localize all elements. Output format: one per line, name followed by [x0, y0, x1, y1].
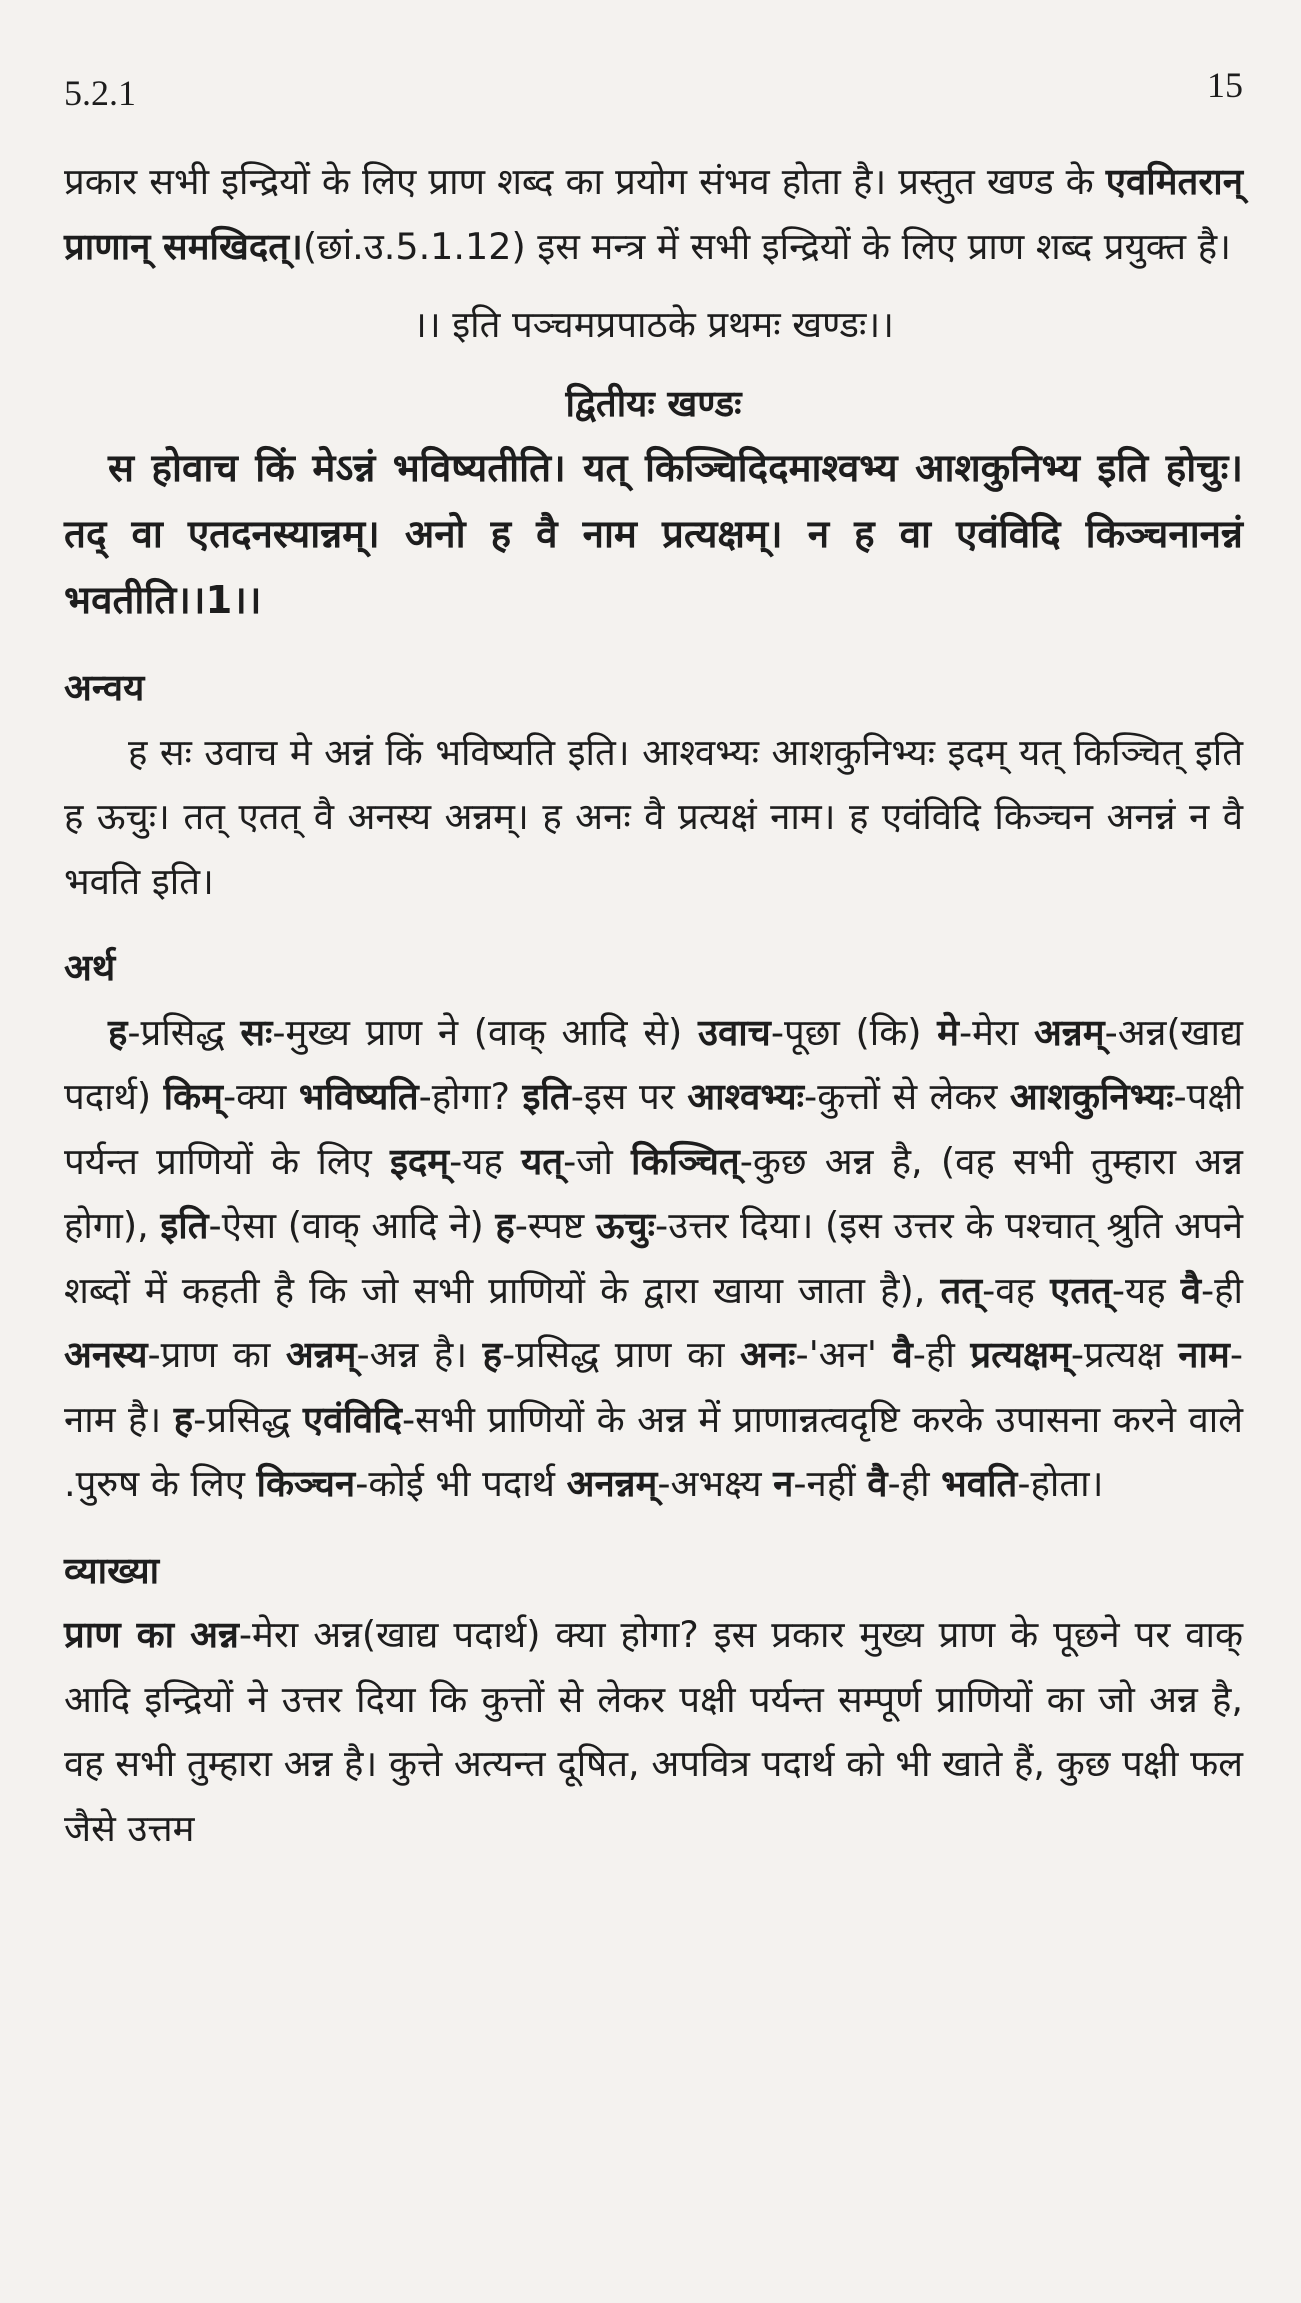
artha-gloss: -उत्तर दिया। (इस उत्तर के पश्चात् श्रुति अपने शब्दों में कहती है कि जो सभी प्राणियों के द्वारा खाया जाता है),	[64, 1204, 1243, 1312]
intro-quote: एवमितरान् प्राणान् समखिदत्।	[64, 160, 1243, 268]
artha-gloss: -क्या	[222, 1075, 299, 1118]
artha-term: न	[773, 1462, 794, 1505]
artha-gloss: -कोई भी पदार्थ	[355, 1462, 567, 1505]
artha-term: मे	[937, 1010, 959, 1054]
artha-gloss: -अन्न है।	[356, 1333, 483, 1376]
artha-gloss: -अभक्ष्य	[657, 1462, 774, 1505]
artha-term: भविष्यति	[298, 1075, 419, 1118]
artha-term: इति	[160, 1204, 209, 1247]
artha-gloss: -सभी प्राणियों के अन्न में प्राणान्नत्वदृष्टि करके उपासना करने वाले .पुरुष के लिए	[64, 1397, 1243, 1505]
page-body	[64, 150, 1243, 1861]
running-header	[64, 64, 1243, 114]
intro-text-1: प्रकार सभी इन्द्रियों के लिए प्राण शब्द का प्रयोग संभव होता है। प्रस्तुत खण्ड के	[64, 160, 1106, 203]
mantra-text: स होवाच किं मेऽन्नं भविष्यतीति। यत् किञ्चिदिदमाश्वभ्य आशकुनिभ्य इति होचुः। तद् वा एतदनस्यान्नम्। अनो ह वै नाम प्रत्यक्षम्। न ह वा एवंविदि किञ्चनानन्नं भवतीति।।1।।	[64, 446, 1243, 623]
vyakhya-body: -मेरा अन्न(खाद्य पदार्थ) क्या होगा? इस प्रकार मुख्य प्राण के पूछने पर वाक् आदि इन्द्रियों ने उत्तर दिया कि कुत्तों से लेकर पक्षी पर्यन्त सम्पूर्ण प्राणियों का जो अन्न है, वह सभी तुम्हारा अन्न है। कुत्ते अत्यन्त दूषित, अपवित्र पदार्थ को भी खाते हैं, कुछ पक्षी फल जैसे उत्तम	[64, 1613, 1244, 1850]
artha-gloss: -स्पष्ट	[514, 1204, 596, 1247]
artha-gloss: -पूछा (कि)	[770, 1010, 938, 1054]
artha-term: किञ्चित्	[631, 1139, 740, 1183]
artha-term: ह	[482, 1333, 503, 1376]
artha-heading: अर्थ	[64, 946, 116, 989]
artha-term: इति	[522, 1075, 571, 1118]
artha-term: वै	[1180, 1268, 1201, 1312]
artha-gloss: -प्रसिद्ध	[127, 1010, 241, 1054]
artha-gloss: -यह	[449, 1139, 522, 1183]
artha-gloss: -होता।	[1017, 1462, 1104, 1505]
artha-gloss: -नाम है।	[64, 1333, 1244, 1441]
artha-term: अनन्नम्	[566, 1462, 658, 1505]
artha-gloss: -प्रत्यक्ष	[1070, 1333, 1179, 1376]
artha-term: किम्	[163, 1075, 223, 1118]
artha-gloss: -कुछ अन्न है, (वह सभी तुम्हारा अन्न होगा),	[64, 1139, 1243, 1247]
artha-gloss: -अन्न(खाद्य पदार्थ)	[64, 1010, 1243, 1118]
artha-term: यत्	[521, 1139, 564, 1183]
artha-term: अन्नम्	[1034, 1010, 1105, 1054]
artha-gloss: -पक्षी पर्यन्त प्राणियों के लिए	[64, 1075, 1243, 1183]
artha-term: अन्नम्	[285, 1333, 357, 1376]
artha-gloss: -प्रसिद्ध प्राण का	[502, 1333, 741, 1376]
colophon: ।। इति पञ्चमप्रपाठके प्रथमः खण्डः।।	[412, 303, 894, 346]
artha-gloss: -प्राण का	[147, 1333, 286, 1376]
artha-term: ऊचुः	[595, 1204, 656, 1247]
artha-term: प्रत्यक्षम्	[970, 1333, 1071, 1376]
artha-gloss: -मुख्य प्राण ने (वाक् आदि से)	[272, 1010, 698, 1054]
artha-term: ह	[495, 1204, 515, 1247]
artha-term: तत्	[940, 1268, 983, 1312]
artha-text	[64, 1001, 1243, 1517]
artha-gloss: -इस पर	[570, 1075, 688, 1118]
artha-gloss: -होगा?	[418, 1075, 523, 1118]
artha-term: नाम	[1178, 1333, 1230, 1376]
artha-term: सः	[240, 1010, 273, 1054]
artha-term: भवति	[941, 1462, 1018, 1505]
artha-term: अनस्य	[64, 1333, 148, 1376]
section-number: 5.2.1	[64, 73, 136, 113]
vyakhya-lead: प्राण का अन्न	[64, 1613, 239, 1656]
artha-term: ह	[108, 1010, 128, 1054]
artha-term: आश्वभ्यः	[687, 1075, 805, 1118]
artha-gloss: -मेरा	[958, 1010, 1035, 1054]
artha-term: इदम्	[389, 1139, 450, 1183]
page-number: 15	[1207, 65, 1243, 105]
artha-term: अनः	[740, 1333, 796, 1376]
khanda-title: द्वितीयः खण्डः	[565, 381, 742, 425]
vyakhya-heading: व्याख्या	[64, 1548, 160, 1592]
anvaya-heading: अन्वय	[64, 666, 145, 709]
anvaya-text: ह सः उवाच मे अन्नं किं भविष्यति इति। आश्वभ्यः आशकुनिभ्यः इदम् यत् किञ्चित् इति ह ऊचुः। तत् एतत् वै अनस्य अन्नम्। ह अनः वै प्रत्यक्षं नाम। ह एवंविदि किञ्चन अनन्नं न वै भवति इति।	[64, 730, 1243, 903]
artha-term: वै	[892, 1333, 913, 1376]
artha-gloss: -ही	[912, 1333, 971, 1376]
intro-paragraph	[64, 150, 1243, 279]
artha-gloss: -यह	[1111, 1268, 1181, 1312]
artha-term: एतत्	[1050, 1268, 1112, 1312]
artha-gloss: -ऐसा (वाक् आदि ने)	[208, 1204, 496, 1247]
artha-term: एवंविदि	[302, 1397, 402, 1441]
artha-gloss: -'अन'	[795, 1333, 893, 1376]
artha-term: ह	[173, 1397, 194, 1441]
artha-term: आशकुनिभ्यः	[1009, 1075, 1174, 1118]
artha-gloss: -कुत्तों से लेकर	[804, 1075, 1010, 1118]
artha-gloss: -ही	[887, 1462, 942, 1505]
artha-term: किञ्चन	[256, 1462, 356, 1505]
intro-text-2: (छां.उ.5.1.12) इस मन्त्र में सभी इन्द्रियों के लिए प्राण शब्द प्रयुक्त है।	[302, 224, 1231, 268]
artha-gloss: -नहीं	[793, 1462, 868, 1505]
artha-gloss: -प्रसिद्ध	[193, 1397, 303, 1441]
artha-term: उवाच	[697, 1010, 771, 1054]
artha-gloss: -जो	[563, 1139, 631, 1183]
vyakhya-text	[64, 1603, 1243, 1861]
artha-term: वै	[867, 1462, 888, 1505]
artha-gloss: -वह	[982, 1268, 1051, 1312]
artha-gloss: -ही	[1201, 1268, 1244, 1312]
